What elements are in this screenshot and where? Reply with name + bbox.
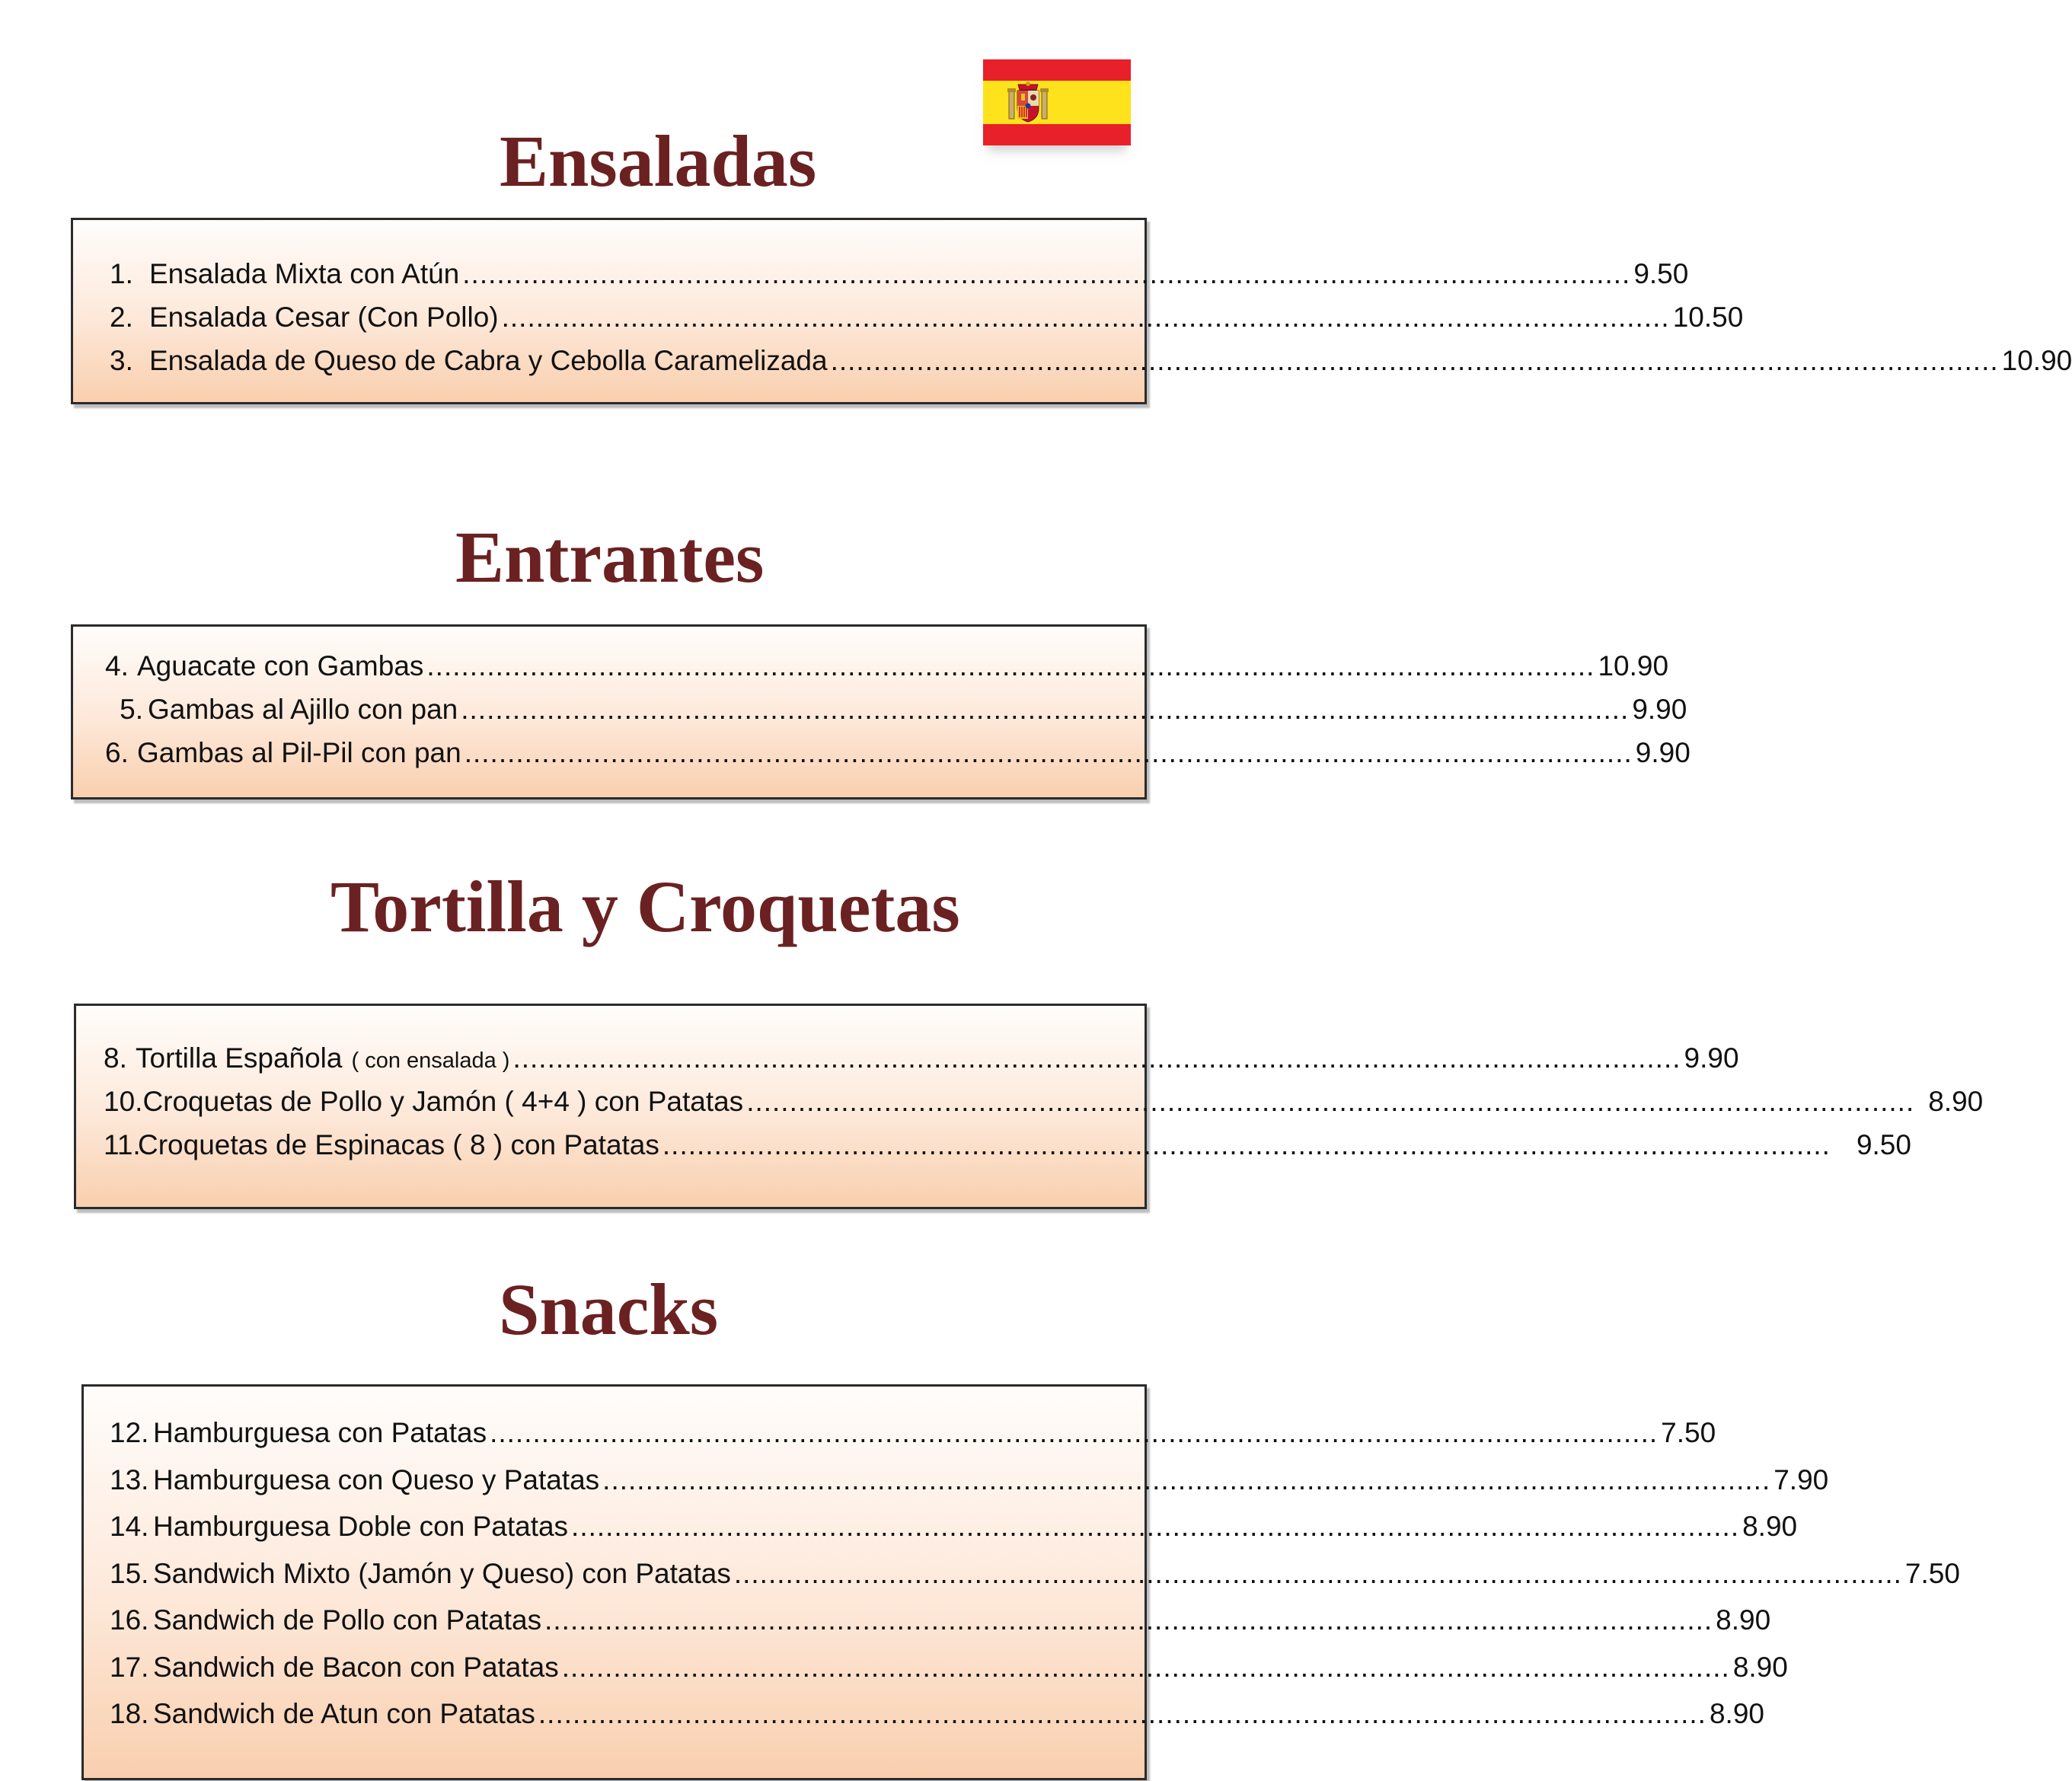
section-title-ensaladas: Ensaladas bbox=[500, 120, 817, 202]
flag-yellow-stripe bbox=[983, 81, 1131, 124]
menu-item bbox=[110, 1698, 1764, 1745]
flag-red-stripe-top bbox=[983, 59, 1131, 81]
item-price: 9.50 bbox=[1633, 258, 1689, 289]
item-price: 9.50 bbox=[1856, 1129, 1911, 1160]
item-list-ensaladas bbox=[110, 258, 2072, 388]
item-number: 10. bbox=[104, 1086, 143, 1117]
dot-leader: ........................................................................................................................................ bbox=[544, 1604, 1713, 1636]
menu-item bbox=[104, 1129, 1911, 1173]
item-name: Sandwich Mixto (Jamón y Queso) con Patatas bbox=[153, 1557, 731, 1589]
item-name: Sandwich de Pollo con Patatas bbox=[153, 1604, 542, 1636]
item-name: Hamburguesa Doble con Patatas bbox=[153, 1511, 569, 1542]
item-number: 4. bbox=[105, 650, 129, 681]
item-number: 8. bbox=[104, 1042, 127, 1074]
item-name: Aguacate con Gambas bbox=[137, 650, 424, 681]
dot-leader: ........................................................................................................................................ bbox=[830, 345, 1999, 376]
item-name: Gambas al Pil-Pil con pan bbox=[137, 737, 461, 768]
dot-leader: ........................................................................................................................................ bbox=[733, 1557, 1902, 1589]
menu-item bbox=[110, 1463, 1829, 1511]
menu-box-snacks bbox=[81, 1384, 1960, 1780]
item-number: 18. bbox=[110, 1698, 149, 1729]
menu-item bbox=[110, 1511, 1798, 1558]
menu-item bbox=[105, 694, 1687, 737]
item-number: 15. bbox=[110, 1557, 149, 1589]
section-title-tortilla-y-croquetas: Tortilla y Croquetas bbox=[330, 866, 960, 947]
flag-red-stripe-bottom bbox=[983, 124, 1131, 145]
menu-box-ensaladas bbox=[71, 218, 2072, 404]
dot-leader: ........................................................................................................................................ bbox=[538, 1698, 1706, 1729]
item-number: 3. bbox=[110, 345, 133, 376]
item-name: Sandwich de Bacon con Patatas bbox=[153, 1651, 559, 1683]
section-title-entrantes: Entrantes bbox=[455, 516, 765, 598]
dot-leader: ........................................................................................................................................ bbox=[571, 1511, 1740, 1542]
menu-item bbox=[110, 1557, 1960, 1605]
dot-leader: ........................................................................................................................................ bbox=[426, 650, 1595, 681]
dot-leader: ........................................................................................................................................ bbox=[512, 1042, 1681, 1074]
item-number: 12. bbox=[110, 1417, 149, 1448]
item-name: Ensalada de Queso de Cabra y Cebolla Caramelizada bbox=[149, 345, 828, 376]
item-name: Hamburguesa con Patatas bbox=[153, 1417, 487, 1448]
menu-item bbox=[105, 650, 1669, 694]
item-name: Tortilla Española bbox=[136, 1042, 343, 1074]
menu-item bbox=[110, 1651, 1788, 1699]
item-price: 8.90 bbox=[1928, 1086, 1984, 1117]
coat-of-arms-icon bbox=[1007, 81, 1049, 124]
item-number: 11. bbox=[104, 1129, 141, 1160]
item-price: 8.90 bbox=[1709, 1698, 1764, 1729]
dot-leader: ........................................................................................................................................ bbox=[662, 1129, 1831, 1160]
item-price: 10.90 bbox=[2001, 345, 2072, 376]
item-price: 10.50 bbox=[1672, 302, 1744, 333]
item-price: 10.90 bbox=[1598, 650, 1669, 681]
dot-leader: ........................................................................................................................................ bbox=[501, 302, 1670, 333]
item-price: 8.90 bbox=[1732, 1651, 1788, 1683]
menu-item bbox=[110, 302, 1744, 345]
item-name: Croquetas de Pollo y Jamón ( 4+4 ) con Patatas bbox=[142, 1086, 744, 1117]
spain-flag-icon bbox=[983, 59, 1131, 145]
item-number: 6. bbox=[105, 737, 129, 768]
item-price: 7.50 bbox=[1661, 1417, 1716, 1448]
item-price: 7.50 bbox=[1904, 1557, 1960, 1589]
dot-leader: ........................................................................................................................................ bbox=[561, 1651, 1730, 1683]
item-price: 9.90 bbox=[1632, 694, 1687, 725]
menu-item bbox=[110, 258, 1689, 302]
item-name: Ensalada Cesar (Con Pollo) bbox=[149, 302, 499, 333]
dot-leader: ........................................................................................................................................ bbox=[462, 258, 1631, 289]
dot-leader: ........................................................................................................................................ bbox=[464, 737, 1633, 768]
item-name: Gambas al Ajillo con pan bbox=[148, 694, 458, 725]
item-number: 5. bbox=[120, 694, 143, 725]
menu-box-entrantes bbox=[71, 624, 1690, 800]
item-price: 9.90 bbox=[1635, 737, 1690, 768]
dot-leader: ........................................................................................................................................ bbox=[461, 694, 1630, 725]
item-list-snacks bbox=[110, 1417, 1960, 1745]
item-number: 16. bbox=[110, 1604, 149, 1636]
item-number: 14. bbox=[110, 1511, 149, 1542]
menu-item bbox=[105, 737, 1690, 780]
item-price: 8.90 bbox=[1716, 1604, 1771, 1636]
item-list-tortilla-y-croquetas bbox=[104, 1042, 1984, 1173]
dot-leader: ........................................................................................................................................ bbox=[490, 1417, 1659, 1448]
item-list-entrantes bbox=[105, 650, 1690, 780]
menu-item bbox=[110, 345, 2072, 388]
menu-item bbox=[110, 1604, 1771, 1652]
item-name: Sandwich de Atun con Patatas bbox=[153, 1698, 535, 1729]
item-name: Croquetas de Espinacas ( 8 ) con Patatas bbox=[138, 1129, 659, 1160]
dot-leader: ........................................................................................................................................ bbox=[746, 1086, 1915, 1117]
section-title-snacks: Snacks bbox=[499, 1269, 719, 1350]
menu-box-tortilla-y-croquetas bbox=[74, 1004, 1984, 1209]
item-name: Hamburguesa con Queso y Patatas bbox=[153, 1463, 600, 1495]
item-price: 8.90 bbox=[1742, 1511, 1798, 1542]
item-name: Ensalada Mixta con Atún bbox=[149, 258, 460, 289]
item-price: 9.90 bbox=[1684, 1042, 1739, 1074]
menu-item bbox=[110, 1417, 1716, 1464]
item-price: 7.90 bbox=[1773, 1463, 1829, 1495]
item-number: 17. bbox=[110, 1651, 149, 1683]
item-number: 1. bbox=[110, 258, 133, 289]
menu-item bbox=[104, 1086, 1984, 1129]
item-number: 13. bbox=[110, 1463, 149, 1495]
item-number: 2. bbox=[110, 302, 133, 333]
dot-leader: ........................................................................................................................................ bbox=[602, 1463, 1771, 1495]
item-note: ( con ensalada ) bbox=[351, 1048, 510, 1073]
menu-item bbox=[104, 1042, 1739, 1086]
